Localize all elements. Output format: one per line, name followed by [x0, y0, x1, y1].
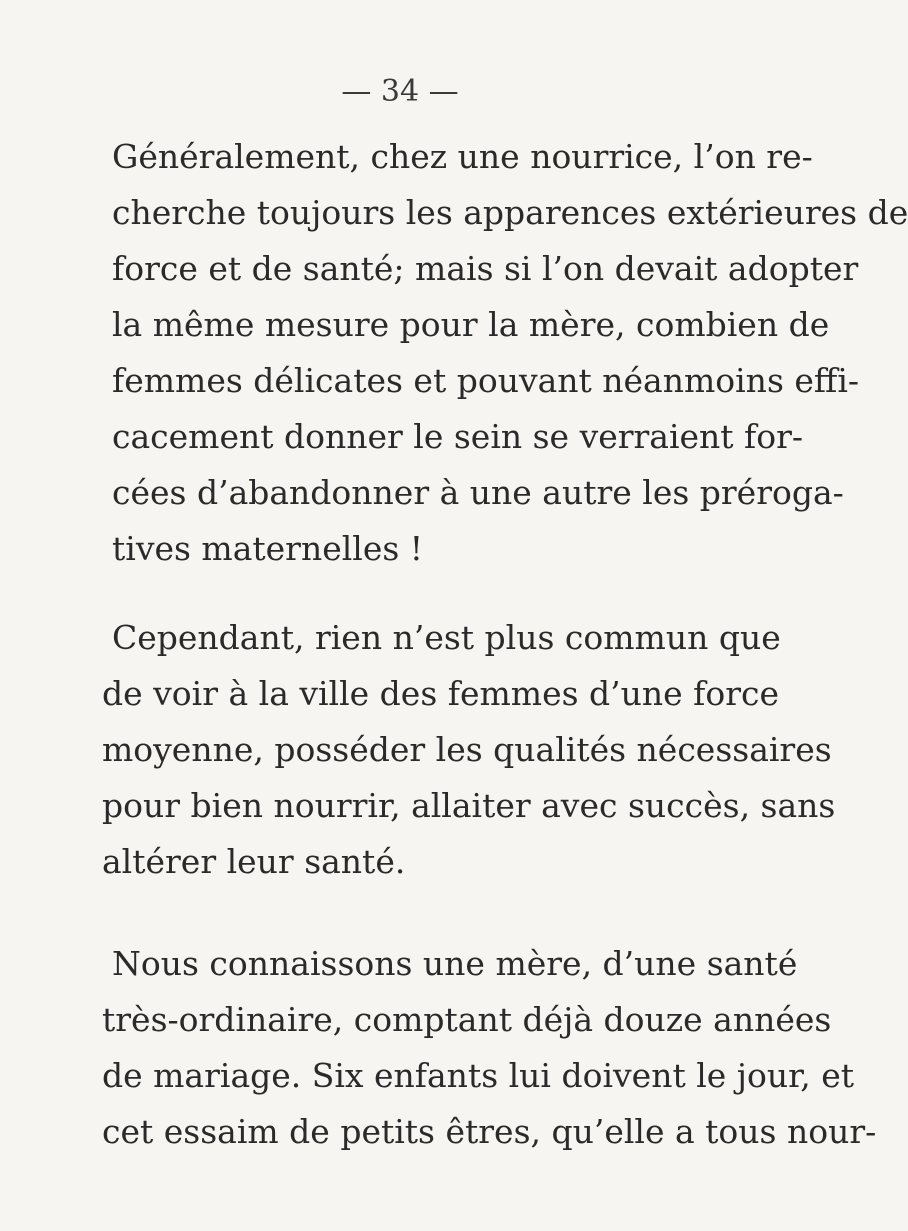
- text-line: Généralement, chez une nourrice, l’on re-: [112, 137, 813, 176]
- text-line: cet essaim de petits êtres, qu’elle a tous nour-: [102, 1112, 877, 1151]
- text-line: tives maternelles !: [112, 529, 424, 568]
- text-line: force et de santé; mais si l’on devait adopter: [112, 249, 859, 288]
- text-line: cées d’abandonner à une autre les préroga-: [112, 473, 844, 512]
- text-line: cherche toujours les apparences extérieures de: [112, 193, 908, 232]
- text-line: très-ordinaire, comptant déjà douze années: [102, 1000, 832, 1039]
- text-line: de voir à la ville des femmes d’une force: [102, 674, 780, 713]
- paragraph-1: [112, 129, 908, 577]
- text-line: la même mesure pour la mère, combien de: [112, 305, 830, 344]
- text-line: pour bien nourrir, allaiter avec succès, sans: [102, 786, 836, 825]
- text-line: cacement donner le sein se verraient for-: [112, 417, 804, 456]
- paragraph-2: [102, 610, 836, 890]
- paragraph-3: [102, 936, 877, 1160]
- text-line: femmes délicates et pouvant néanmoins effi-: [112, 361, 860, 400]
- text-line: de mariage. Six enfants lui doivent le jour, et: [102, 1056, 855, 1095]
- text-line: altérer leur santé.: [102, 842, 406, 881]
- text-line: moyenne, posséder les qualités nécessaires: [102, 730, 832, 769]
- text-line: Nous connaissons une mère, d’une santé: [112, 944, 798, 983]
- text-line: Cependant, rien n’est plus commun que: [112, 618, 781, 657]
- page-number: — 34 —: [341, 74, 459, 109]
